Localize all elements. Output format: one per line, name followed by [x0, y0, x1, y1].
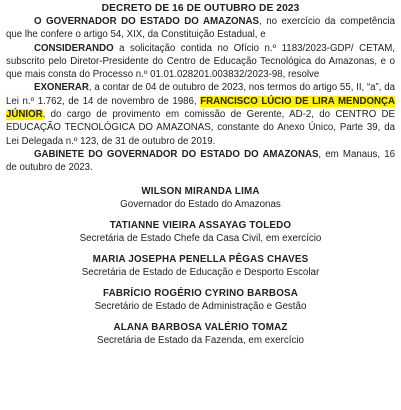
gabinete-paragraph	[6, 148, 395, 175]
signatory-name: TATIANNE VIEIRA ASSAYAG TOLEDO	[109, 219, 292, 231]
signatory-role: Secretário de Estado de Administração e Gestão	[94, 300, 307, 312]
preamble-text: , no exercício da competência que lhe confere o artigo 54, XIX, da Constituição Estadual, e	[6, 16, 396, 41]
signatory-name: MARIA JOSEPHA PENELLA PÊGAS CHAVES	[92, 253, 309, 265]
exonerar-text-2: , do cargo de provimento em comissão de Gerente, AD-2, do CENTRO DE EDUCAÇÃO TECNOLÓGICA DO AMAZONAS, constante do Anexo Único, Parte 39, da Lei Delegada n.º 123, de 31 de outubro de 2019.	[6, 109, 395, 147]
signature-block	[6, 287, 395, 313]
signature-block	[6, 185, 395, 211]
considerando-lead: CONSIDERANDO	[34, 42, 114, 54]
exonerated-person-name: FRANCISCO LÚCIO DE LIRA MENDONÇA JÚNIOR	[6, 95, 396, 121]
preamble-paragraph	[6, 15, 395, 42]
signature-block	[6, 321, 395, 347]
signatory-name: FABRÍCIO ROGÉRIO CYRINO BARBOSA	[102, 287, 299, 299]
exonerar-text-1: , a contar de 04 de outubro de 2023, nos termos do artigo 55, II, “a”, da Lei n.º 1.762, de 14 de novembro de 1986,	[6, 82, 395, 107]
signatory-role: Secretária de Estado da Fazenda, em exercício	[97, 334, 304, 346]
gabinete-lead: GABINETE DO GOVERNADOR DO ESTADO DO AMAZONAS	[34, 148, 319, 160]
exonerar-paragraph	[6, 81, 395, 147]
considerando-paragraph	[6, 42, 395, 82]
signatory-name: ALANA BARBOSA VALÉRIO TOMAZ	[113, 321, 288, 333]
gabinete-text: , em Manaus, 16 de outubro de 2023.	[6, 148, 395, 174]
signatory-role: Governador do Estado do Amazonas	[120, 198, 281, 210]
signature-block	[6, 219, 395, 245]
preamble-lead: O GOVERNADOR DO ESTADO DO AMAZONAS	[34, 16, 259, 27]
decree-title: DECRETO DE 16 DE OUTUBRO DE 2023	[101, 3, 300, 14]
considerando-text: a solicitação contida no Ofício n.º 1183/2023-GDP/ CETAM, subscrito pelo Diretor-Presidente do Centro de Educação Tecnológica do Amazonas, e o que mais consta do Processo n.º 01.01.028201.003832/2023-98, resolve	[6, 42, 395, 81]
signature-block	[6, 253, 395, 279]
signatory-role: Secretária de Estado de Educação e Desporto Escolar	[81, 266, 320, 278]
signatory-role: Secretária de Estado Chefe da Casa Civil, em exercício	[79, 232, 322, 244]
signatory-name: WILSON MIRANDA LIMA	[141, 185, 260, 197]
exonerar-lead: EXONERAR	[34, 82, 89, 94]
